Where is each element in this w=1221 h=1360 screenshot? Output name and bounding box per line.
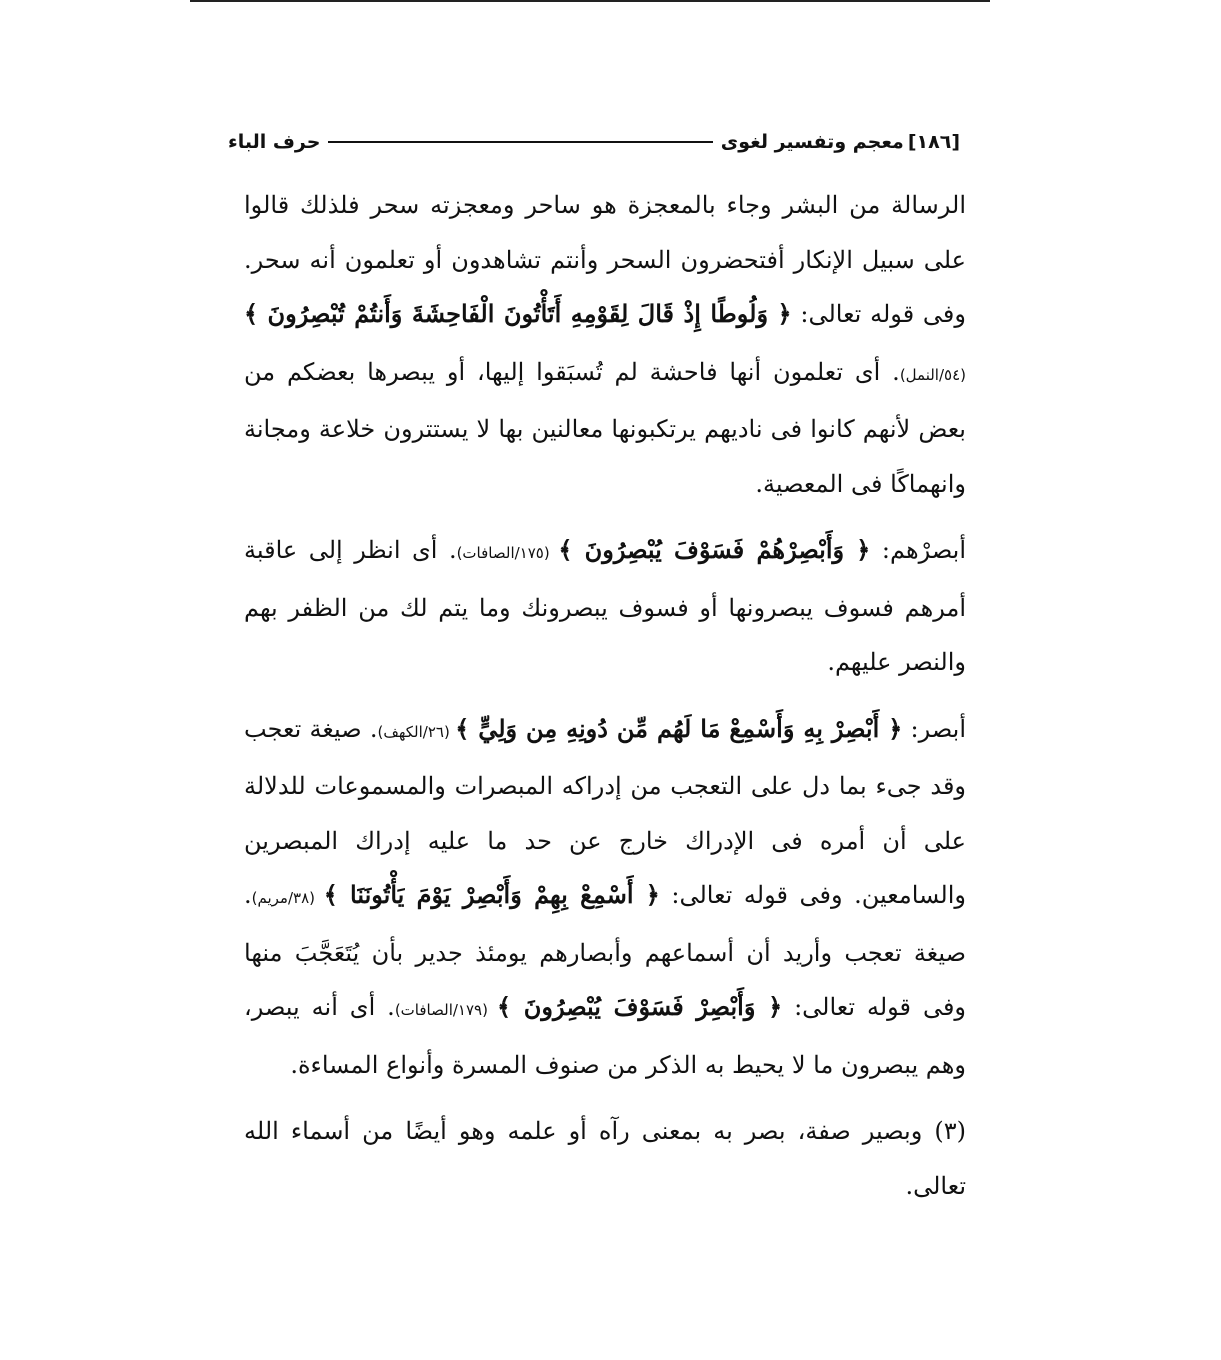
body-text: أبصرْهم: [870,536,966,564]
page-header [228,122,960,162]
paragraph-continuation [244,178,966,511]
verse-reference: (٥٤/النمل) [899,365,966,384]
body-text: . صيغة تعجب وقد جىء بما دل على التعجب من إدراكه المبصرات والمسموعات للدلالة على أن أمره فى الإدراك خارج عن حد ما عليه إدراك المبصرين والسامعين. وفى قوله تعالى: [244,714,966,909]
book-title: معجم وتفسير لغوى [720,131,904,153]
quran-verse: ﴿ أَبْصِرْ بِهِ وَأَسْمِعْ مَا لَهُم مِّن دُونِهِ مِن وَلِيٍّ ﴾ [455,713,903,743]
body-text: . أى انظر إلى عاقبة أمرهم فسوف يبصرونها أو فسوف يبصرونك وما يتم لك من الظفر بهم والنصر عليهم. [244,536,966,676]
body-text: الرسالة من البشر وجاء بالمعجزة هو ساحر ومعجزته سحر فلذلك قالوا على سبيل الإنكار أفتحضرون السحر وأنتم تشاهدون أو تعلمون أنه سحر. وفى قوله تعالى: [244,191,966,328]
paragraph-basir [244,1104,966,1213]
header-rule [328,141,712,143]
body-text: . أى أنه يبصر، وهم يبصرون ما لا يحيط به الذكر من صنوف المسرة وأنواع المساءة. [244,993,966,1079]
section-title: حرف الباء [228,131,321,153]
quran-verse: ﴿ أَسْمِعْ بِهِمْ وَأَبْصِرْ يَوْمَ يَأْتُونَنَا ﴾ [323,880,660,909]
verse-reference: (١٧٥/الصافات) [456,544,559,562]
quran-verse: ﴿ وَأَبْصِرْهُمْ فَسَوْفَ يُبْصِرُونَ ﴾ [558,535,871,564]
body-text: (٣) وبصير صفة، بصر به بمعنى رآه أو علمه وهو أيضًا من أسماء الله تعالى. [244,1117,966,1200]
quran-verse: ﴿ وَأَبْصِرْ فَسَوْفَ يُبْصِرُونَ ﴾ [497,992,783,1021]
page-body [244,178,966,1213]
quran-verse: ﴿ وَلُوطًا إِذْ قَالَ لِقَوْمِهِ أَتَأْتُونَ الْفَاحِشَةَ وَأَنتُمْ تُبْصِرُونَ ﴾ [244,299,792,328]
verse-reference: (٢٦/الكهف) [377,722,456,741]
verse-reference: (٣٨/مريم) [251,889,324,907]
top-border-rule [190,0,990,2]
paragraph-absirhum [244,523,966,690]
body-text: . صيغة تعجب وأريد أن أسماعهم وأبصارهم يومئذ جدير بأن يُتَعَجَّبَ منها وفى قوله تعالى: [244,881,967,1021]
body-text: . أى تعلمون أنها فاحشة لم تُسبَقوا إليها، أو يبصرها بعضكم من بعض لأنهم كانوا فى ناديهم يرتكبونها معالنين بها لا يستترون خلاعة ومجانة وانهماكًا فى المعصية. [244,357,966,498]
page-number: [١٨٦] [907,131,960,153]
paragraph-absir [244,702,966,1093]
verse-reference: (١٧٩/الصافات) [394,1001,498,1019]
body-text: أبصر: [902,714,966,743]
